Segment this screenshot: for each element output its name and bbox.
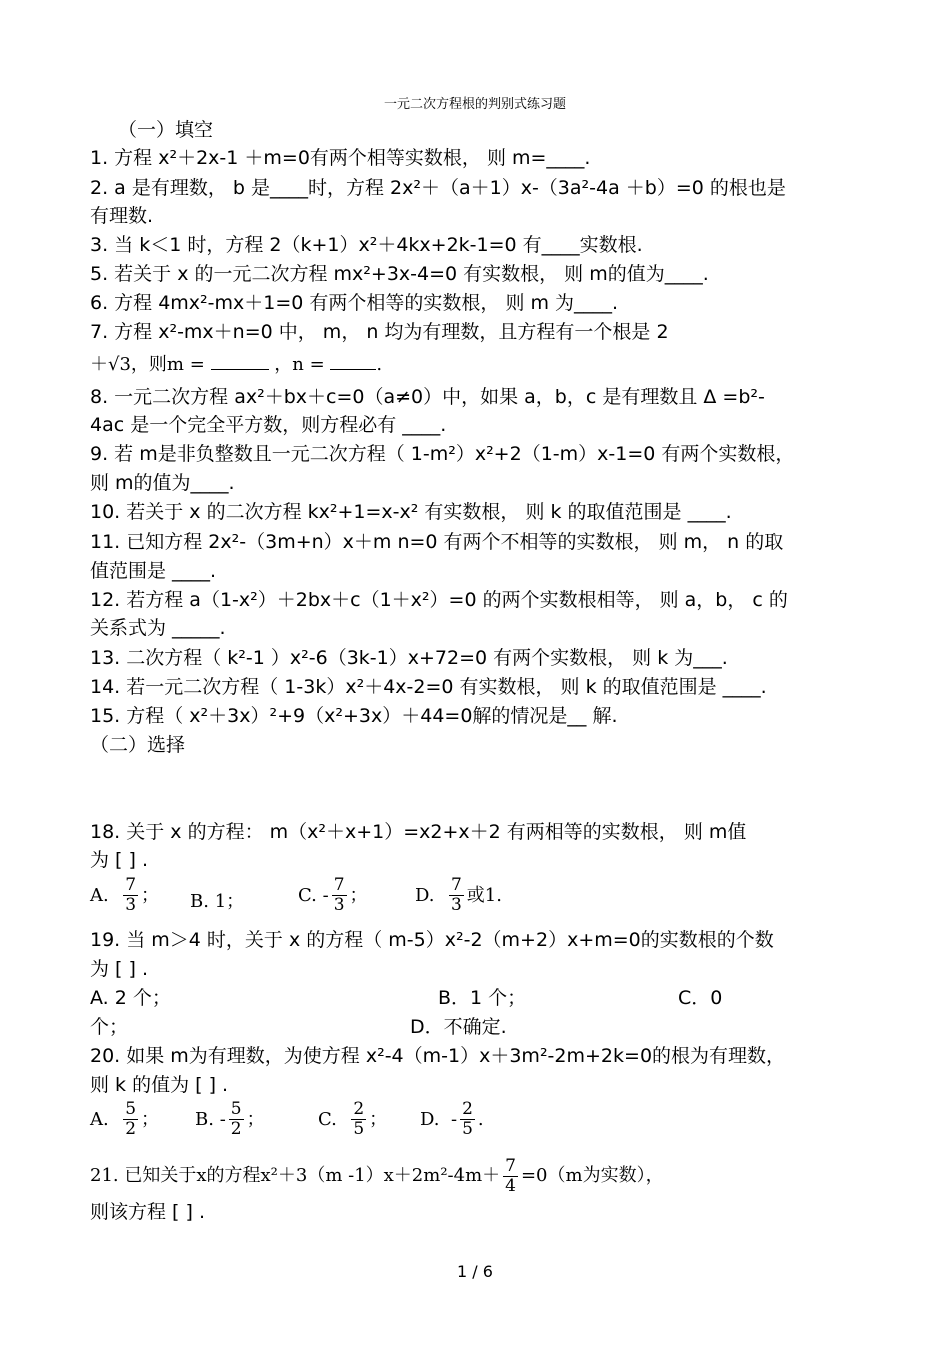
question-7-line-2: ＋√3，则m = ，n = . xyxy=(90,351,382,377)
question-21-line-1: 21. 已知关于x的方程x²＋3（m -1）x＋2m²-4m＋ $\frac{7}{4}$ =0（m为实数）， xyxy=(90,1155,664,1196)
fraction: $\frac{7}{3}$ xyxy=(333,875,345,915)
q19-option-a[interactable]: A. 2 个； xyxy=(90,987,171,1009)
question-1: 1. 方程 x²＋2x-1 ＋m=0有两个相等实数根， 则 m=____. xyxy=(90,147,591,169)
q19-option-c[interactable]: C．0 xyxy=(678,987,723,1009)
document-title: 一元二次方程根的判别式练习题 xyxy=(383,97,566,112)
q20-option-a[interactable]: A. $\frac{5}{2}$ ； xyxy=(90,1099,160,1139)
q19-option-c-cont: 个； xyxy=(90,1016,129,1038)
q19-option-b[interactable]: B．1 个； xyxy=(438,987,527,1009)
fraction: $\frac{7}{3}$ xyxy=(125,875,137,915)
question-11-line-2: 值范围是 ____. xyxy=(90,560,217,582)
question-5: 5. 若关于 x 的一元二次方程 mx²+3x-4=0 有实数根， 则 m的值为____. xyxy=(90,263,709,285)
question-18-line-2: 为 [ ] . xyxy=(90,849,148,871)
q18-option-d[interactable]: D. $\frac{7}{3}$ 或1. xyxy=(415,875,502,915)
question-2-line-2: 有理数. xyxy=(90,205,154,227)
question-20-line-1: 20. 如果 m为有理数，为使方程 x²-4（m-1）x＋3m²-2m+2k=0的根为有理数， xyxy=(90,1045,786,1067)
question-12-line-2: 关系式为 _____. xyxy=(90,617,226,639)
question-11-line-1: 11. 已知方程 2x²-（3m+n）x＋m n=0 有两个不相等的实数根， 则 m， n 的取 xyxy=(90,531,784,553)
q7-n-label: ，n = xyxy=(274,354,325,375)
question-15: 15. 方程（ x²＋3x）²+9（x²+3x）＋44=0解的情况是__ 解. xyxy=(90,705,618,727)
q20-option-b[interactable]: B. - $\frac{5}{2}$ ； xyxy=(195,1099,265,1139)
question-14: 14. 若一元二次方程（ 1-3k）x²＋4x-2=0 有实数根， 则 k 的取值范围是 ____. xyxy=(90,676,767,698)
question-21-line-2: 则该方程 [ ] . xyxy=(90,1201,205,1223)
section-fill-in: （一）填空 xyxy=(118,119,214,141)
question-10: 10. 若关于 x 的二次方程 kx²+1=x-x² 有实数根， 则 k 的取值范围是 ____. xyxy=(90,501,732,523)
question-8-line-2: 4ac 是一个完全平方数，则方程必有 ____. xyxy=(90,414,447,436)
q18-option-c[interactable]: C. - $\frac{7}{3}$ ； xyxy=(298,875,368,915)
question-8-line-1: 8. 一元二次方程 ax²＋bx＋c=0（a≠0）中，如果 a，b，c 是有理数且 Δ =b²- xyxy=(90,386,765,408)
question-18-options xyxy=(90,876,610,926)
q7-n-blank xyxy=(330,351,376,370)
question-9-line-2: 则 m的值为____. xyxy=(90,472,235,494)
fraction: $\frac{2}{5}$ xyxy=(353,1099,365,1139)
q7-m-blank xyxy=(211,351,269,370)
q19-option-d[interactable]: D．不确定. xyxy=(410,1016,507,1038)
question-7-line-1: 7. 方程 x²-mx＋n=0 中， m， n 均为有理数，且方程有一个根是 2 xyxy=(90,321,669,343)
question-20-options xyxy=(90,1100,550,1150)
question-12-line-1: 12. 若方程 a（1-x²）＋2bx＋c（1＋x²）=0 的两个实数根相等， 则 a，b， c 的 xyxy=(90,589,788,611)
page-number: 1 / 6 xyxy=(457,1262,493,1281)
question-6: 6. 方程 4mx²-mx＋1=0 有两个相等的实数根， 则 m 为____. xyxy=(90,292,619,314)
fraction: $\frac{2}{5}$ xyxy=(462,1099,473,1139)
q20-option-c[interactable]: C. $\frac{2}{5}$ ； xyxy=(318,1099,388,1139)
question-19-line-2: 为 [ ] . xyxy=(90,958,148,980)
section-multiple-choice: （二）选择 xyxy=(90,734,186,756)
q18-option-b[interactable]: B. 1； xyxy=(190,891,245,912)
fraction: $\frac{5}{2}$ xyxy=(125,1099,137,1139)
fraction: $\frac{7}{4}$ xyxy=(505,1155,516,1196)
question-9-line-1: 9. 若 m是非负整数且一元二次方程（ 1-m²）x²+2（1-m）x-1=0 有两个实数根， xyxy=(90,443,795,465)
question-2-line-1: 2. a 是有理数， b 是____时，方程 2x²＋（a＋1）x-（3a²-4a ＋b）=0 的根也是 xyxy=(90,177,786,199)
q18-option-a[interactable]: A. $\frac{7}{3}$ ； xyxy=(90,875,160,915)
question-3: 3. 当 k＜1 时，方程 2（k+1）x²＋4kx+2k-1=0 有____实数根. xyxy=(90,234,643,256)
q20-option-d[interactable]: D. - $\frac{2}{5}$ . xyxy=(420,1099,484,1139)
question-13: 13. 二次方程（ k²-1 ）x²-6（3k-1）x+72=0 有两个实数根， 则 k 为___. xyxy=(90,647,728,669)
fraction: $\frac{5}{2}$ xyxy=(230,1099,242,1139)
fraction: $\frac{7}{3}$ xyxy=(450,875,462,915)
question-20-line-2: 则 k 的值为 [ ] . xyxy=(90,1074,229,1096)
question-19-line-1: 19. 当 m＞4 时，关于 x 的方程（ m-5）x²-2（m+2）x+m=0的实数根的个数 xyxy=(90,929,774,951)
q7-m-label: ＋√3，则m = xyxy=(90,354,205,375)
question-18-line-1: 18. 关于 x 的方程： m（x²＋x+1）=x2+x＋2 有两相等的实数根， 则 m值 xyxy=(90,821,747,843)
